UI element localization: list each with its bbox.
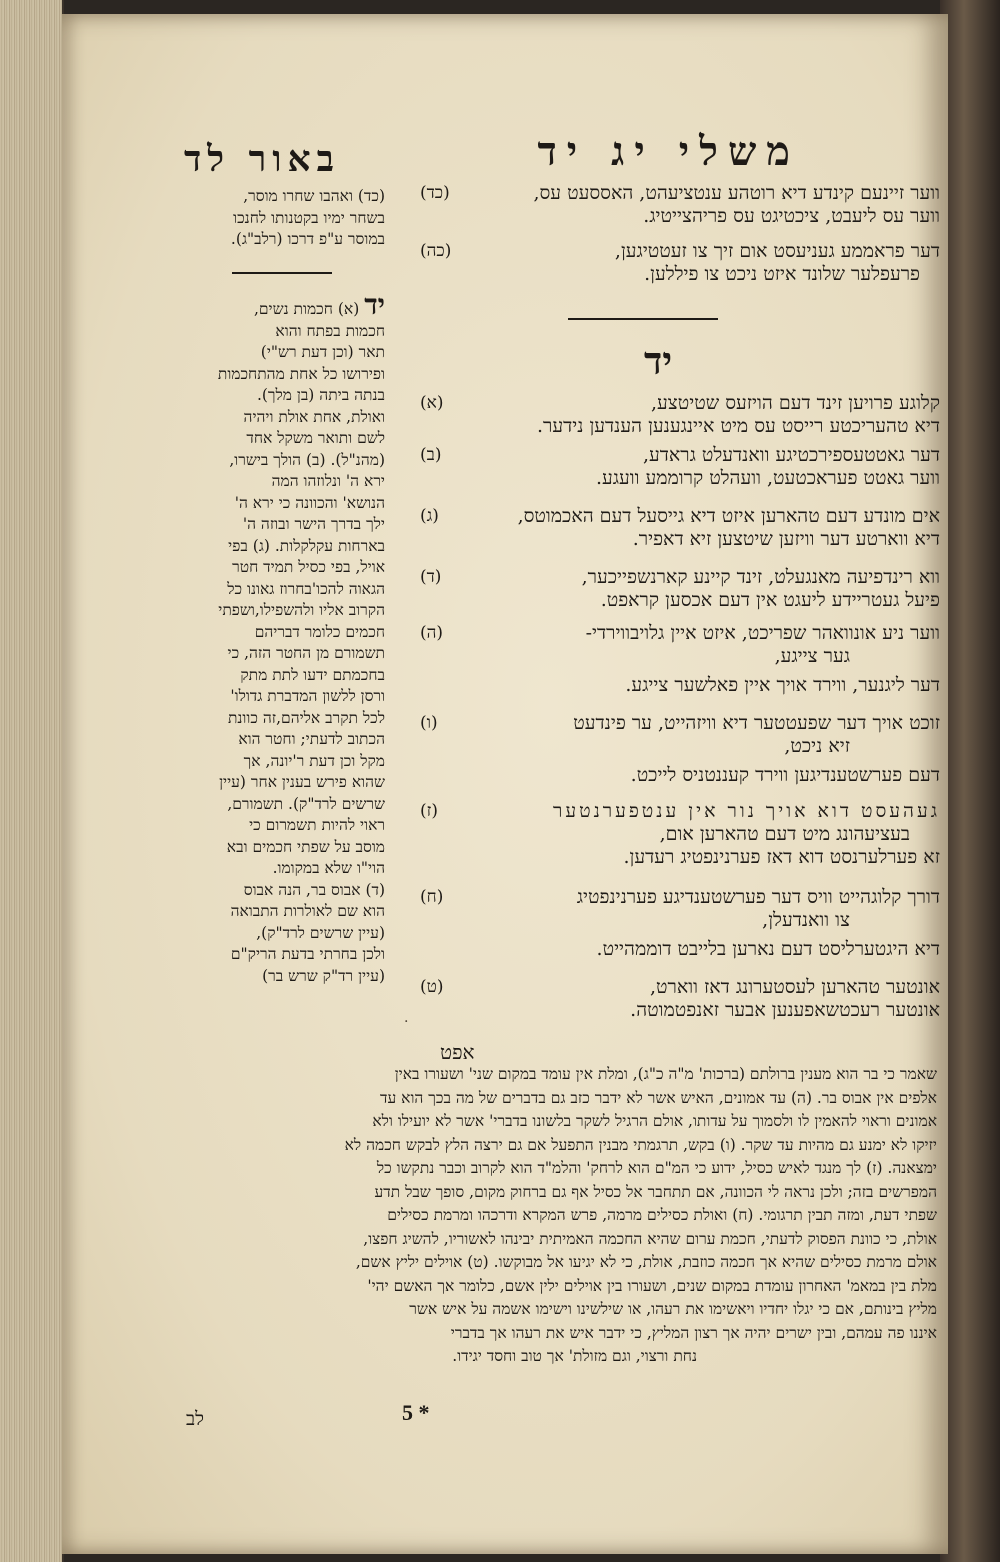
commentary-divider [232, 272, 332, 274]
commentary-line: הוא שם לאולרות התבואה [230, 902, 385, 920]
verse-14-8 [420, 886, 940, 961]
verse-line: ווער גאטט פעראכטעט, וועהלט קרוממע וועגע. [595, 467, 940, 489]
commentary-line: ופירושו כל אחת מהתחכמות [217, 364, 385, 383]
verse-number: (ב) [420, 445, 442, 465]
verse-line: דעם פערשטענדיגען ווירד קעננטניס לייכט. [630, 764, 940, 786]
chapter-divider [568, 318, 718, 320]
margin-mark: . [404, 1010, 409, 1026]
commentary-line: שאמר כי בר הוא מענין ברולתם (ברכות' מ"ה כ"ג), ומלת אין עומד במקום שני' ושעורו באין [394, 1065, 937, 1083]
commentary-line: אולם מרמת כסילים שהיא אך חכמה כוזבת, אולת, כי לא יגיעו אל מבוקשו. (ט) אוילים יליץ אשם, [355, 1253, 937, 1271]
commentary-chapter-label: יד [364, 288, 385, 321]
commentary-line: שהוא פירש בענין אחר (עיין [219, 773, 385, 791]
verse-number: (ד) [420, 567, 442, 587]
commentary-line: תשמורם מן החטר הזה, כי [227, 644, 385, 662]
commentary-line: (עיין שרשים לרד"ק), [256, 923, 385, 942]
commentary-line: (ד) אבוס בר, הנה אבוס [243, 880, 385, 899]
commentary-line: ירא ה' ונלוזהו המה [271, 472, 385, 490]
verse-14-3 [420, 505, 940, 551]
verse-line: אים מונדע דעם טהארען איזט דיא גייסעל דעם האכמוטס, [517, 505, 940, 527]
chapter-heading: יד [644, 338, 673, 383]
commentary-line: הכתוב לדעתי; וחטר הוא [238, 730, 385, 748]
commentary-line: מקל וכן דעת ר'יונה, אך [243, 751, 385, 770]
verse-line: אונטער טהארען לעסטערונג דאז ווארט, [649, 976, 940, 998]
commentary-line: חכמות בפתח והוא [275, 321, 385, 340]
verse-line: זא פערלערנסט דוא דאז פערנינפטיג רעדען. [623, 846, 940, 868]
commentary-line: הנושא' והכוונה כי ירא ה' [234, 493, 385, 512]
commentary-line: לכל תקרב אליהם,זה כוונת [227, 708, 385, 727]
commentary-line: אמונים וראוי להאמין לו ולסמוך על עדותו, אולם הרגיל לשקר בלשונו בדברי' אשר לא יועילו ולא [372, 1112, 937, 1130]
page-number: לב [186, 1408, 205, 1430]
verse-number: (ח) [420, 887, 444, 907]
commentary-line: אויל, בפי כסיל תמיד חטר [232, 558, 385, 576]
commentary-line: מוסב על שפתי חכמים ובא [226, 837, 385, 856]
verse-14-6 [420, 712, 940, 787]
verse-14-5 [420, 622, 940, 697]
verse-line: פרעפלער שלונד איזט ניכט צו פיללען. [644, 263, 920, 285]
commentary-bottom [175, 1063, 937, 1369]
verse-line: ווא רינדפיעה מאנגעלט, זינד קיינע קארנשפייכער, [581, 566, 940, 588]
verse-13-24 [420, 182, 940, 228]
verse-14-7 [420, 800, 940, 869]
verse-14-9 [420, 976, 940, 1022]
verse-line: ווער זיינעם קינדע דיא רוטהע ענטציעהט, האססעט עס, [533, 182, 940, 204]
verse-line: געהעסט דוא אויך נור אין ענטפערנטער [553, 800, 940, 822]
verse-13-25 [420, 240, 940, 286]
verse-line: דיא היגטערליסט דעם נארען בלייבט דוממהייט. [596, 938, 940, 960]
verse-line: גער צייגע, [774, 645, 850, 667]
verse-line: דער פראממע געניעסט אום זיך צו זעטטיגען, [614, 240, 940, 262]
verse-14-2 [420, 444, 940, 490]
book-page-edges [0, 0, 64, 1562]
verse-line: צו וואנדעלן, [762, 909, 850, 931]
verse-number: (ג) [420, 506, 439, 526]
verse-number: (כה) [420, 241, 452, 261]
verse-line: דיא טהעריכטע רייסט עס מיט איינגענען הענדען נידער. [536, 415, 940, 437]
commentary-line: שפתי דעת, ומזה תבין תרגומי. (ח) ואולת כסילים מרמה, פרש המקרא ודרכהו ומרמת כסילים [387, 1206, 937, 1224]
commentary-line: תאר (וכן דעת רש"י) [260, 343, 385, 361]
verse-line: זוכט אויך דער שפעטטער דיא וויזהייט, ער פינדעט [573, 712, 940, 734]
commentary-line: מליץ בינותם, אם כי יגלו יחדיו ויאשימו את רעהו, או שילשינו וישימו אשמה על איש אשר [409, 1300, 937, 1318]
commentary-line: (מהנ"ל). (ב) הולך בישרו, [229, 450, 385, 469]
verse-14-4 [420, 566, 940, 612]
commentary-line: ימצאנה. (ז) לך מנגד לאיש כסיל, ידוע כי המ"ם הוא לרחק' והלמ"ד הוא לקרוב וכבר נתקשו כל [376, 1159, 937, 1177]
commentary-intro [175, 288, 385, 321]
commentary-line: חכמים כלומר דבריהם [254, 622, 385, 641]
commentary-line: ולכן בחרתי בדעת הריק"ם [230, 945, 385, 963]
commentary-line: בשחר ימיו בקטנותו לחנכו [233, 208, 385, 227]
verse-line: אונטער רעכטשאפענען אבער זאנפטמוטה. [630, 999, 940, 1021]
commentary-line: (כד) ואהבו שחרו מוסר, [243, 187, 385, 205]
verse-number: (ט) [420, 977, 444, 997]
running-title-commentary: באור לד [183, 138, 340, 180]
verse-line: בעציעהונג מיט דעם טהארען אום, [659, 823, 910, 845]
commentary-13 [175, 186, 385, 251]
verse-line: דער ליגנער, ווירד אויך איין פאלשער צייגע. [625, 674, 940, 696]
commentary-line: נחת ורצוי, וגם מזולת' אך טוב וחסד יגידו. [452, 1347, 697, 1365]
commentary-line: (א) חכמות נשים, [253, 300, 360, 318]
commentary-line: לשם ותואר משקל אחד [246, 429, 385, 447]
verse-line: דער גאטטעספירכטיגע וואנדעלט גראדע, [642, 444, 940, 466]
commentary-line: שרשים לרד"ק). תשמורם, [227, 794, 385, 813]
verse-line: דיא ווארטע דער וויזען שיטצען זיא דאפיר. [632, 528, 940, 550]
commentary-line: (עיין רד"ק שרש בר) [262, 966, 385, 985]
verse-line: זיא ניכט, [784, 735, 850, 757]
commentary-line: ורסן ללשון המדברת גדולו' [230, 687, 385, 705]
commentary-line: הגאוה להכו'בחרוז גאונו כל [227, 579, 385, 598]
commentary-line: המפרשים בזה; ולכן נראה לי הכוונה, אם תתחבר אל כסיל אף גם ברחוק מקום, סופך שבל תדע [374, 1182, 937, 1201]
verse-line: ווער ניע אונוואהר שפריכט, איזט איין גלויבווירדי- [585, 622, 940, 644]
catchword: אפט [440, 1040, 475, 1064]
commentary-line: ואולת, אחת אולת ויהיה [243, 407, 385, 426]
verse-number: (כד) [420, 183, 450, 203]
verse-line: דורך קלוגהייט וויס דער פערשטענדיגע פערנינפטיג [576, 886, 940, 908]
verse-line: פיעל געטריידע ליעגט אין דעם אכסען קראפט. [600, 589, 940, 611]
signature-mark: 5 * [402, 1400, 430, 1425]
running-title-main: משלי יג יד [537, 128, 800, 175]
verse-line: ווער עס ליעבט, ציכטיגט עס פריהצייטיג. [643, 205, 940, 227]
commentary-line: אלפים אין אבוס בר. (ה) עד אמונים, האיש אשר לא ידבר כזב גם בדברים של מה בכך הוא עד [380, 1088, 937, 1107]
commentary-line: מלת בין במאמ' האחרון עומדת במקום שנים, ושעורו בין אוילים ילין אשם, כלומר אך האשם יהי' [367, 1276, 937, 1295]
verse-line: קלוגע פרויען זינד דעם הויזעס שטיטצע, [651, 392, 940, 414]
verse-14-1 [420, 392, 940, 438]
book-binding-edge [940, 0, 1000, 1562]
commentary-line: בחכמתם ידעו לתת מתק [240, 665, 385, 684]
verse-number: (א) [420, 393, 444, 413]
commentary-line: ראוי להיות תשמרום כי [249, 816, 385, 834]
commentary-line: ילך בדרך הישר ובוזה ה' [242, 515, 385, 533]
commentary-14 [175, 288, 385, 987]
commentary-line: אולת, כי כוונת הפסוק לדעתי, חכמת ערום שהיא החכמה האמיתית יבינהו לאשוריו, להשיג חפצו, [363, 1229, 937, 1248]
verse-number: (ה) [420, 623, 444, 643]
commentary-line: בארחות עקלקלות. (ג) בפי [228, 536, 385, 555]
commentary-line: בנתה ביתה (בן מלך). [256, 386, 385, 404]
commentary-line: יזיקו לא ימנע גם מהיות עד שקר. (ו) בקש, תרגמתי מבנין התפעל אם גם ירצה הלץ לבקש חכמה לא [344, 1135, 937, 1154]
commentary-line: הוי"ו שלא במקומו. [272, 859, 385, 877]
verse-number: (ו) [420, 713, 438, 733]
commentary-line: הקרוב אליו ולהשפילו,ושפתי [218, 601, 385, 619]
commentary-line: איננו פה עמהם, ובין ישרים יהיה אך רצון המליץ, כי ידבר איש את רעהו אך בדברי [450, 1323, 937, 1342]
verse-number: (ז) [420, 801, 439, 821]
commentary-line: במוסר ע"פ דרכו (רלב"ג). [230, 230, 385, 248]
